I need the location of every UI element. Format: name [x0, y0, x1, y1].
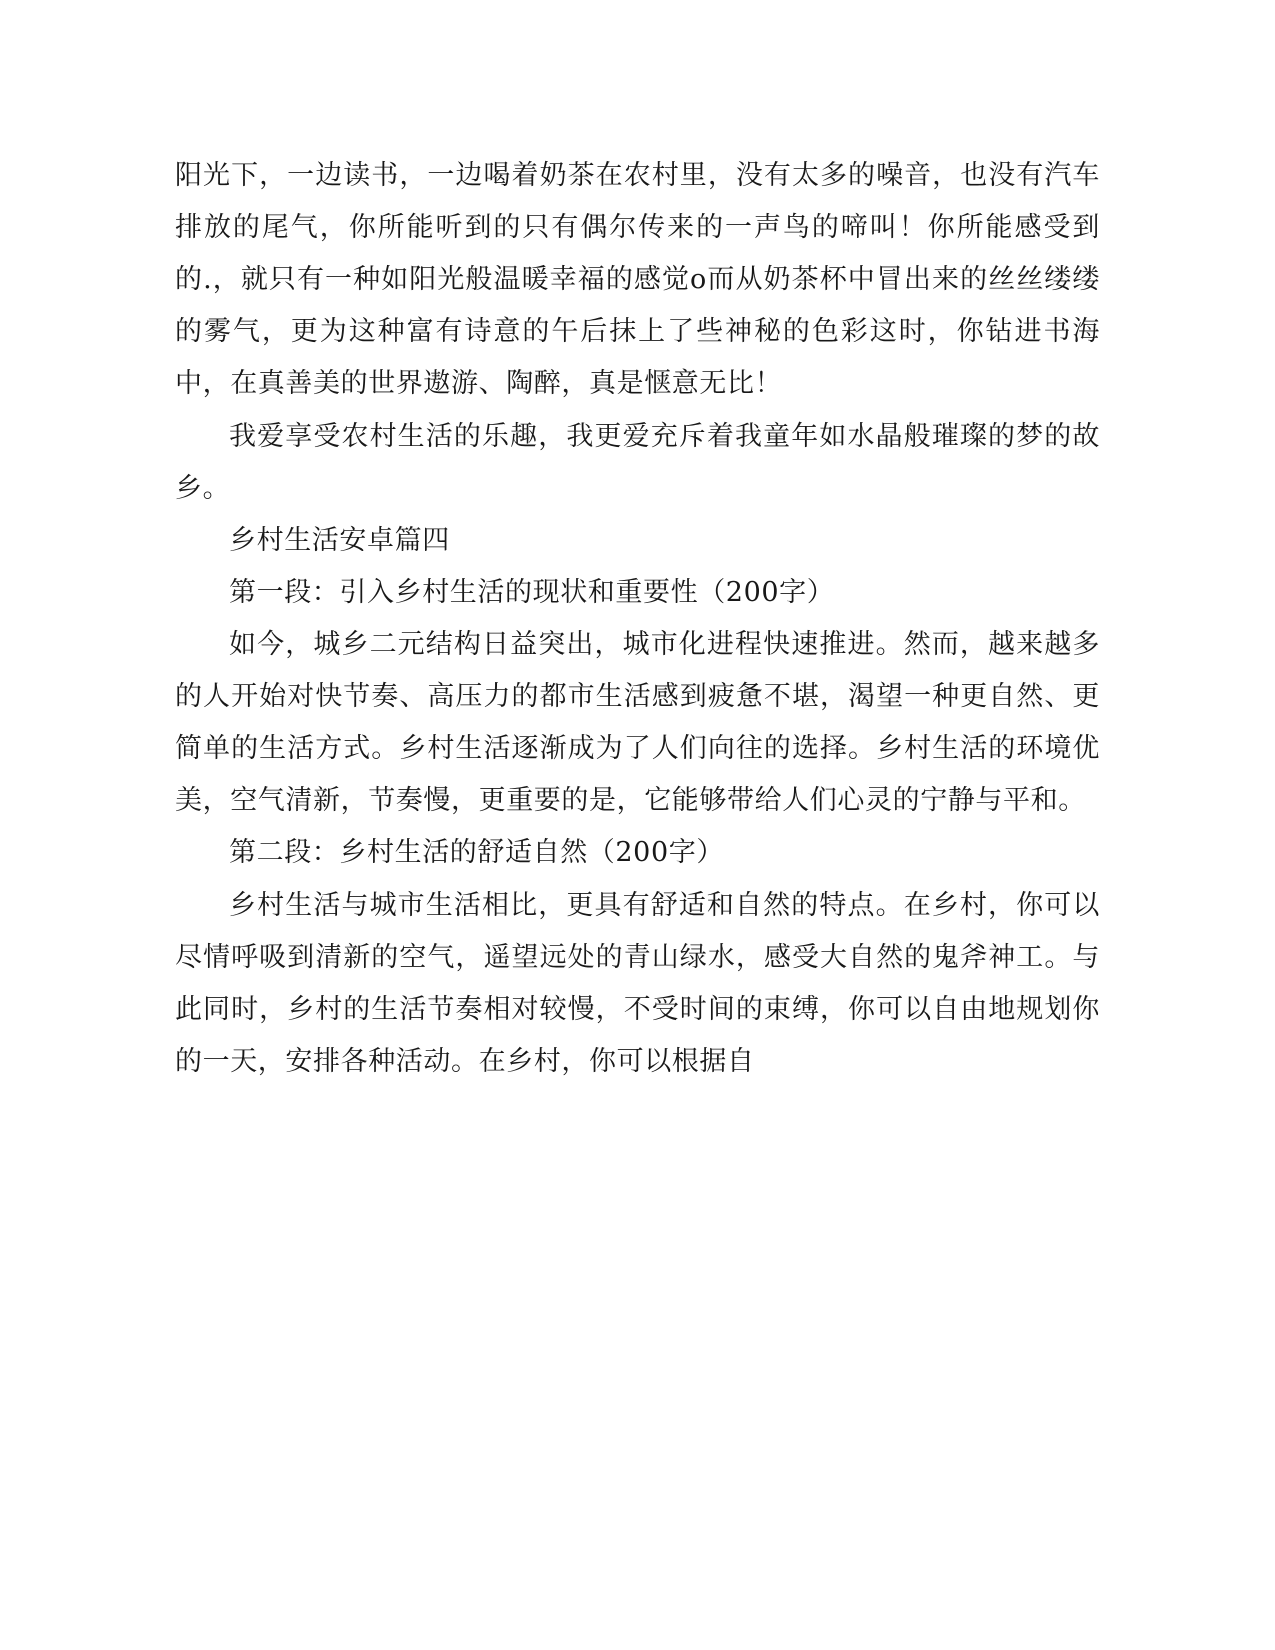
heading-section-four: 乡村生活安卓篇四 — [229, 524, 450, 556]
heading-paragraph-one: 第一段：引入乡村生活的现状和重要性（200字） — [229, 576, 835, 608]
paragraph-one-body: 如今，城乡二元结构日益突出，城市化进程快速推进。然而，越来越多的人开始对快节奏、高压力的都市生活感到疲惫不堪，渴望一种更自然、更简单的生活方式。乡村生活逐渐成为了人们向往的选择。乡村生活的环境优美，空气清新，节奏慢，更重要的是，它能够带给人们心灵的宁静与平和。 — [175, 628, 1100, 817]
paragraph-two-body: 乡村生活与城市生活相比，更具有舒适和自然的特点。在乡村，你可以尽情呼吸到清新的空气，遥望远处的青山绿水，感受大自然的鬼斧神工。与此同时，乡村的生活节奏相对较慢，不受时间的束缚，你可以自由地规划你的一天，安排各种活动。在乡村，你可以根据自 — [175, 889, 1100, 1077]
paragraph-love-countryside: 我爱享受农村生活的乐趣，我更爱充斥着我童年如水晶般璀璨的梦的故乡。 — [175, 420, 1100, 504]
paragraph-continued: 阳光下，一边读书，一边喝着奶茶在农村里，没有太多的噪音，也没有汽车排放的尾气，你所能听到的只有偶尔传来的一声鸟的啼叫！你所能感受到的.，就只有一种如阳光般温暖幸福的感觉o而从奶茶杯中冒出来的丝丝缕缕的雾气，更为这种富有诗意的午后抹上了些神秘的色彩这时，你钻进书海中，在真善美的世界遨游、陶醉，真是惬意无比！ — [175, 160, 1100, 400]
heading-paragraph-two: 第二段：乡村生活的舒适自然（200字） — [229, 837, 724, 869]
document-body — [175, 150, 1100, 1088]
